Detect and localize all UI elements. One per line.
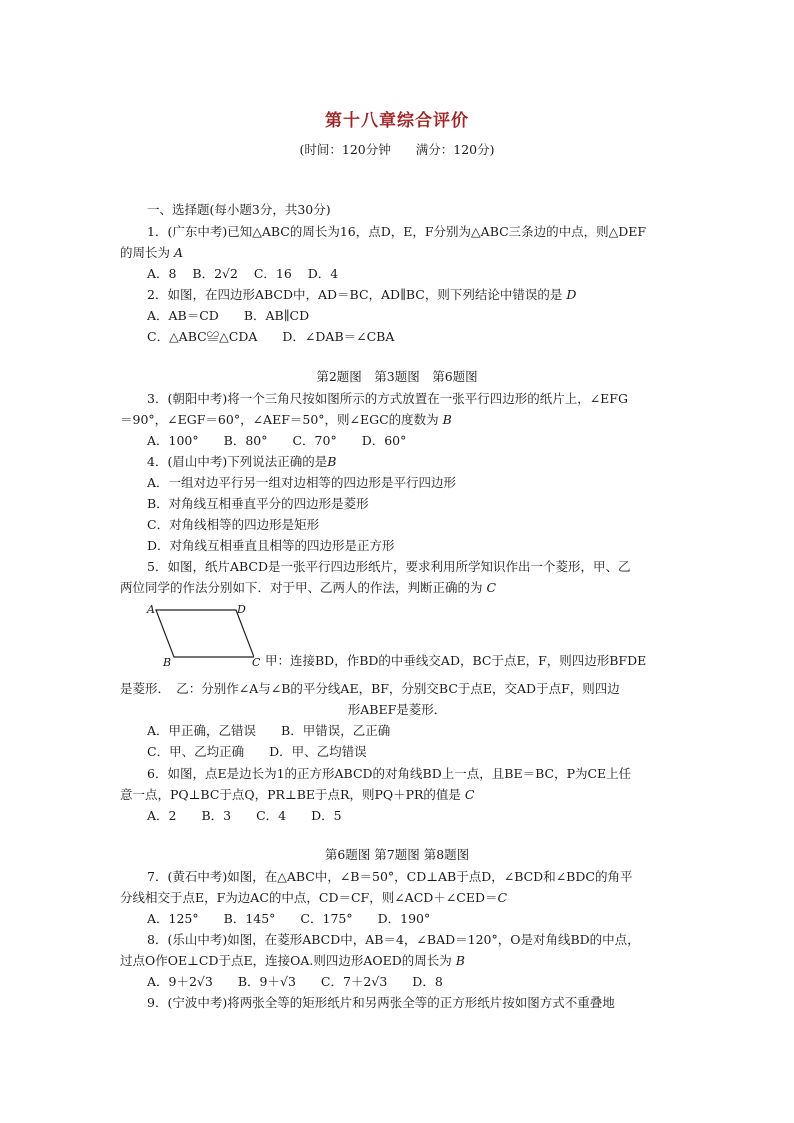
- q4-answer: B: [327, 454, 337, 469]
- q5-options-cd: C．甲、乙均正确 D．甲、乙均错误: [147, 744, 367, 759]
- q5-options-ab: A．甲正确，乙错误 B．甲错误，乙正确: [147, 723, 391, 738]
- q3-answer: B: [442, 412, 452, 427]
- q5-line1: 5．如图，纸片ABCD是一张平行四边形纸片，要求利用所学知识作出一个菱形，甲、乙: [147, 559, 631, 574]
- q7-answer: C: [497, 890, 508, 905]
- q4-option-c: C．对角线相等的四边形是矩形: [147, 517, 320, 532]
- q1-line1: 1．(广东中考)已知△ABC的周长为16，点D，E，F分别为△ABC三条边的中点，则△DEF: [147, 224, 647, 239]
- q2-options-cd: C．△ABC≌△CDA D．∠DAB＝∠CBA: [147, 329, 395, 344]
- q4-option-b: B．对角线互相垂直平分的四边形是菱形: [147, 496, 369, 511]
- q8-line1: 8．(乐山中考)如图，在菱形ABCD中，AB＝4，∠BAD＝120°，O是对角线BD的中点，: [147, 932, 640, 947]
- q1-line2: 的周长为 A: [120, 245, 184, 260]
- q4-option-d: D．对角线互相垂直且相等的四边形是正方形: [147, 538, 395, 553]
- vertex-label-a: A: [147, 603, 155, 616]
- q3-line1: 3．(朝阳中考)将一个三角尺按如图所示的方式放置在一张平行四边形的纸片上，∠EFG: [147, 391, 628, 406]
- q6-answer: C: [464, 787, 475, 802]
- q4-option-a: A．一组对边平行另一组对边相等的四边形是平行四边形: [147, 475, 457, 490]
- page-title: 第十八章综合评价: [325, 111, 469, 131]
- q6-line2: 意一点，PQ⊥BC于点Q，PR⊥BE于点R，则PQ＋PR的值是 C: [120, 787, 475, 802]
- vertex-label-c: C: [252, 656, 261, 669]
- vertex-label-d: D: [237, 603, 246, 616]
- q5-line5: 形ABEF是菱形．: [347, 702, 447, 717]
- q7-line2: 分线相交于点E，F为边AC的中点，CD＝CF，则∠ACD＋∠CED＝C: [120, 890, 508, 905]
- q3-line2: ＝90°，∠EGF＝60°，∠AEF＝50°，则∠EGC的度数为 B: [120, 412, 452, 427]
- q8-line2: 过点O作OE⊥CD于点E，连接OA.则四边形AOED的周长为 B: [120, 953, 465, 968]
- q6-line1: 6．如图，点E是边长为1的正方形ABCD的对角线BD上一点，且BE＝BC，P为CE上任: [147, 766, 632, 781]
- q7-line1: 7．(黄石中考)如图，在△ABC中，∠B＝50°，CD⊥AB于点D，∠BCD和∠BDC的角平: [147, 869, 633, 884]
- q9-line1: 9．(宁波中考)将两张全等的矩形纸片和另两张全等的正方形纸片按如图方式不重叠地: [147, 995, 615, 1010]
- exam-info: (时间：120分钟 满分：120分): [299, 142, 495, 157]
- q5-line4: 是菱形． 乙：分别作∠A与∠B的平分线AE，BF，分别交BC于点E，交AD于点F，则四边: [120, 681, 620, 696]
- q2-answer: D: [566, 287, 577, 302]
- section-heading: 一、选择题(每小题3分，共30分): [147, 202, 331, 217]
- figure-caption-2: 第6题图 第7题图 第8题图: [324, 847, 470, 862]
- q3-options: A．100° B．80° C．70° D．60°: [147, 433, 407, 448]
- q5-line2: 两位同学的作法分别如下．对于甲、乙两人的作法，判断正确的为 C: [120, 580, 497, 595]
- q1-answer: A: [174, 245, 184, 260]
- q8-answer: B: [455, 953, 465, 968]
- figure-caption-1: 第2题图 第3题图 第6题图: [316, 369, 478, 384]
- q6-options: A．2 B．3 C．4 D．5: [147, 808, 342, 823]
- q4-line1: 4．(眉山中考)下列说法正确的是B: [147, 454, 337, 469]
- q5-jia: 甲：连接BD，作BD的中垂线交AD，BC于点E，F，则四边形BFDE: [265, 653, 647, 668]
- q1-options: A．8 B．2√2 C．16 D．4: [147, 266, 339, 281]
- q2-line1: 2．如图，在四边形ABCD中，AD＝BC，AD∥BC，则下列结论中错误的是 D: [147, 287, 577, 302]
- q2-options-ab: A．AB＝CD B．AB∥CD: [147, 308, 310, 323]
- q5-answer: C: [486, 580, 497, 595]
- vertex-label-b: B: [163, 656, 172, 669]
- q7-options: A．125° B．145° C．175° D．190°: [147, 911, 431, 926]
- q8-options: A．9＋2√3 B．9＋√3 C．7＋2√3 D．8: [147, 974, 443, 989]
